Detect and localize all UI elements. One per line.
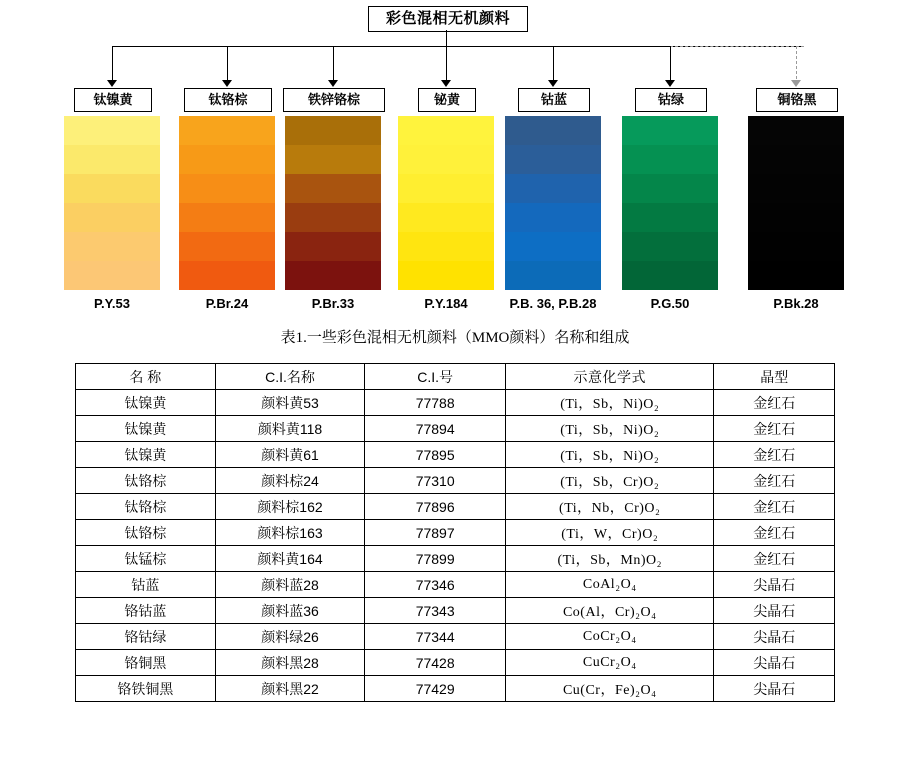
swatch-band-1 <box>285 116 381 145</box>
cell-name: 钴蓝 <box>76 572 216 598</box>
cell-crystal: 金红石 <box>714 520 835 546</box>
cell-name: 铬铜黑 <box>76 650 216 676</box>
swatch-band-4 <box>505 203 601 232</box>
pigment-label-box: 钛镍黄 <box>74 88 152 112</box>
swatch-band-5 <box>622 232 718 261</box>
swatch-band-6 <box>505 261 601 290</box>
swatch-band-3 <box>64 174 160 203</box>
swatch-band-2 <box>505 145 601 174</box>
swatch-band-3 <box>622 174 718 203</box>
swatch-band-3 <box>398 174 494 203</box>
cell-ci-no: 77899 <box>365 546 506 572</box>
cell-crystal: 尖晶石 <box>714 598 835 624</box>
color-swatch <box>748 116 844 290</box>
color-swatch <box>179 116 275 290</box>
cell-ci-no: 77897 <box>365 520 506 546</box>
swatch-band-5 <box>748 232 844 261</box>
color-swatch <box>505 116 601 290</box>
composition-table-wrapper <box>0 363 910 702</box>
cell-crystal: 金红石 <box>714 494 835 520</box>
cell-ci-no: 77895 <box>365 442 506 468</box>
header-name: 名 称 <box>76 364 216 390</box>
cell-name: 铬钴绿 <box>76 624 216 650</box>
table-row <box>76 494 835 520</box>
cell-ci-no: 77788 <box>365 390 506 416</box>
cell-ci-no: 77310 <box>365 468 506 494</box>
cell-name: 铬铁铜黑 <box>76 676 216 702</box>
cell-ci-no: 77343 <box>365 598 506 624</box>
cell-ci-name: 颜料蓝28 <box>215 572 365 598</box>
diagram-arrowhead-2 <box>222 80 232 87</box>
table-row <box>76 598 835 624</box>
cell-formula: (Ti，Sb，Mn)O₂ <box>506 546 714 572</box>
ci-code-label: P.Y.184 <box>424 296 468 311</box>
pigment-label-box: 钛铬棕 <box>184 88 272 112</box>
swatch-band-6 <box>748 261 844 290</box>
table-row <box>76 468 835 494</box>
swatch-band-3 <box>748 174 844 203</box>
diagram-branch-3 <box>333 46 334 84</box>
color-swatch <box>398 116 494 290</box>
cell-formula: CoAl₂O₄ <box>506 572 714 598</box>
swatch-band-4 <box>398 203 494 232</box>
ci-code-label: P.Br.24 <box>205 296 249 311</box>
cell-formula: (Ti，Sb，Cr)O₂ <box>506 468 714 494</box>
cell-ci-name: 颜料黄53 <box>215 390 365 416</box>
cell-formula: (Ti，W，Cr)O₂ <box>506 520 714 546</box>
cell-formula: (Ti，Nb，Cr)O₂ <box>506 494 714 520</box>
pigment-label-box: 铋黄 <box>418 88 476 112</box>
diagram-branch-5 <box>553 46 554 84</box>
swatch-band-5 <box>398 232 494 261</box>
cell-ci-name: 颜料黑22 <box>215 676 365 702</box>
swatch-band-2 <box>748 145 844 174</box>
swatch-band-3 <box>505 174 601 203</box>
swatch-band-5 <box>505 232 601 261</box>
table-row <box>76 442 835 468</box>
diagram-arrowhead-7 <box>791 80 801 87</box>
composition-table <box>75 363 835 702</box>
swatch-band-3 <box>179 174 275 203</box>
table-row <box>76 650 835 676</box>
cell-name: 铬钴蓝 <box>76 598 216 624</box>
cell-name: 钛镍黄 <box>76 416 216 442</box>
swatch-band-6 <box>622 261 718 290</box>
color-swatch <box>622 116 718 290</box>
pigment-label-box: 铁锌铬棕 <box>283 88 385 112</box>
pigment-label-box: 钴蓝 <box>518 88 590 112</box>
color-swatch <box>64 116 160 290</box>
header-crystal: 晶型 <box>714 364 835 390</box>
table-row <box>76 390 835 416</box>
cell-ci-name: 颜料绿26 <box>215 624 365 650</box>
table-row <box>76 520 835 546</box>
table-caption: 表1.一些彩色混相无机颜料（MMO颜料）名称和组成 <box>280 330 630 346</box>
diagram-arrowhead-3 <box>328 80 338 87</box>
swatch-band-6 <box>285 261 381 290</box>
swatch-band-4 <box>622 203 718 232</box>
swatch-band-6 <box>179 261 275 290</box>
diagram-branch-1 <box>112 46 113 84</box>
diagram-branch-2 <box>227 46 228 84</box>
ci-code-label: P.Y.53 <box>94 296 130 311</box>
cell-crystal: 尖晶石 <box>714 572 835 598</box>
cell-crystal: 尖晶石 <box>714 650 835 676</box>
ci-code-label: P.B. 36, P.B.28 <box>509 296 597 311</box>
cell-formula: (Ti，Sb，Ni)O₂ <box>506 390 714 416</box>
cell-ci-no: 77896 <box>365 494 506 520</box>
swatch-band-1 <box>179 116 275 145</box>
cell-ci-no: 77428 <box>365 650 506 676</box>
swatch-band-5 <box>64 232 160 261</box>
diagram-branch-6 <box>670 46 671 84</box>
cell-formula: Cu(Cr，Fe)₂O₄ <box>506 676 714 702</box>
diagram-arrowhead-4 <box>441 80 451 87</box>
color-swatch <box>285 116 381 290</box>
cell-formula: (Ti，Sb，Ni)O₂ <box>506 416 714 442</box>
cell-formula: CoCr₂O₄ <box>506 624 714 650</box>
table-row <box>76 624 835 650</box>
cell-name: 钛镍黄 <box>76 442 216 468</box>
pigment-label-box: 钴绿 <box>635 88 707 112</box>
cell-crystal: 金红石 <box>714 546 835 572</box>
cell-name: 钛铬棕 <box>76 494 216 520</box>
diagram-branch-7 <box>796 46 798 84</box>
table-row <box>76 676 835 702</box>
swatch-band-2 <box>285 145 381 174</box>
swatch-band-6 <box>398 261 494 290</box>
cell-crystal: 金红石 <box>714 442 835 468</box>
header-formula: 示意化学式 <box>506 364 714 390</box>
swatch-band-2 <box>398 145 494 174</box>
diagram-root-connector <box>446 30 447 46</box>
cell-crystal: 尖晶石 <box>714 676 835 702</box>
swatch-band-5 <box>179 232 275 261</box>
swatch-band-6 <box>64 261 160 290</box>
swatch-band-4 <box>179 203 275 232</box>
cell-formula: CuCr₂O₄ <box>506 650 714 676</box>
swatch-band-2 <box>179 145 275 174</box>
table-row <box>76 416 835 442</box>
diagram-arrowhead-1 <box>107 80 117 87</box>
swatch-band-5 <box>285 232 381 261</box>
table-row <box>76 572 835 598</box>
cell-ci-name: 颜料棕163 <box>215 520 365 546</box>
cell-ci-name: 颜料黄164 <box>215 546 365 572</box>
pigment-label-box: 铜铬黑 <box>756 88 838 112</box>
table-row <box>76 546 835 572</box>
ci-code-label: P.Bk.28 <box>773 296 819 311</box>
ci-code-label: P.G.50 <box>650 296 690 311</box>
cell-crystal: 金红石 <box>714 416 835 442</box>
cell-name: 钛锰棕 <box>76 546 216 572</box>
swatch-band-2 <box>622 145 718 174</box>
swatch-band-1 <box>64 116 160 145</box>
pigment-family-diagram <box>0 0 910 320</box>
cell-ci-name: 颜料黄118 <box>215 416 365 442</box>
cell-crystal: 金红石 <box>714 468 835 494</box>
swatch-band-4 <box>64 203 160 232</box>
swatch-band-1 <box>748 116 844 145</box>
swatch-band-1 <box>505 116 601 145</box>
swatch-band-4 <box>748 203 844 232</box>
diagram-horizontal-bus-dashed <box>670 46 804 47</box>
cell-formula: Co(Al，Cr)₂O₄ <box>506 598 714 624</box>
swatch-band-3 <box>285 174 381 203</box>
ci-code-label: P.Br.33 <box>311 296 355 311</box>
cell-ci-name: 颜料蓝36 <box>215 598 365 624</box>
diagram-arrowhead-6 <box>665 80 675 87</box>
cell-name: 钛镍黄 <box>76 390 216 416</box>
swatch-band-2 <box>64 145 160 174</box>
cell-name: 钛铬棕 <box>76 468 216 494</box>
diagram-root-node: 彩色混相无机颜料 <box>368 6 528 32</box>
cell-ci-no: 77894 <box>365 416 506 442</box>
header-ci-no: C.I.号 <box>365 364 506 390</box>
cell-ci-name: 颜料黑28 <box>215 650 365 676</box>
swatch-band-4 <box>285 203 381 232</box>
swatch-band-1 <box>398 116 494 145</box>
cell-formula: (Ti，Sb，Ni)O₂ <box>506 442 714 468</box>
header-ci-name: C.I.名称 <box>215 364 365 390</box>
cell-crystal: 金红石 <box>714 390 835 416</box>
cell-ci-name: 颜料棕24 <box>215 468 365 494</box>
cell-ci-name: 颜料黄61 <box>215 442 365 468</box>
cell-ci-no: 77344 <box>365 624 506 650</box>
cell-crystal: 尖晶石 <box>714 624 835 650</box>
cell-ci-no: 77346 <box>365 572 506 598</box>
table-header-row <box>76 364 835 390</box>
cell-name: 钛铬棕 <box>76 520 216 546</box>
cell-ci-name: 颜料棕162 <box>215 494 365 520</box>
cell-ci-no: 77429 <box>365 676 506 702</box>
diagram-arrowhead-5 <box>548 80 558 87</box>
swatch-band-1 <box>622 116 718 145</box>
diagram-branch-4 <box>446 46 447 84</box>
